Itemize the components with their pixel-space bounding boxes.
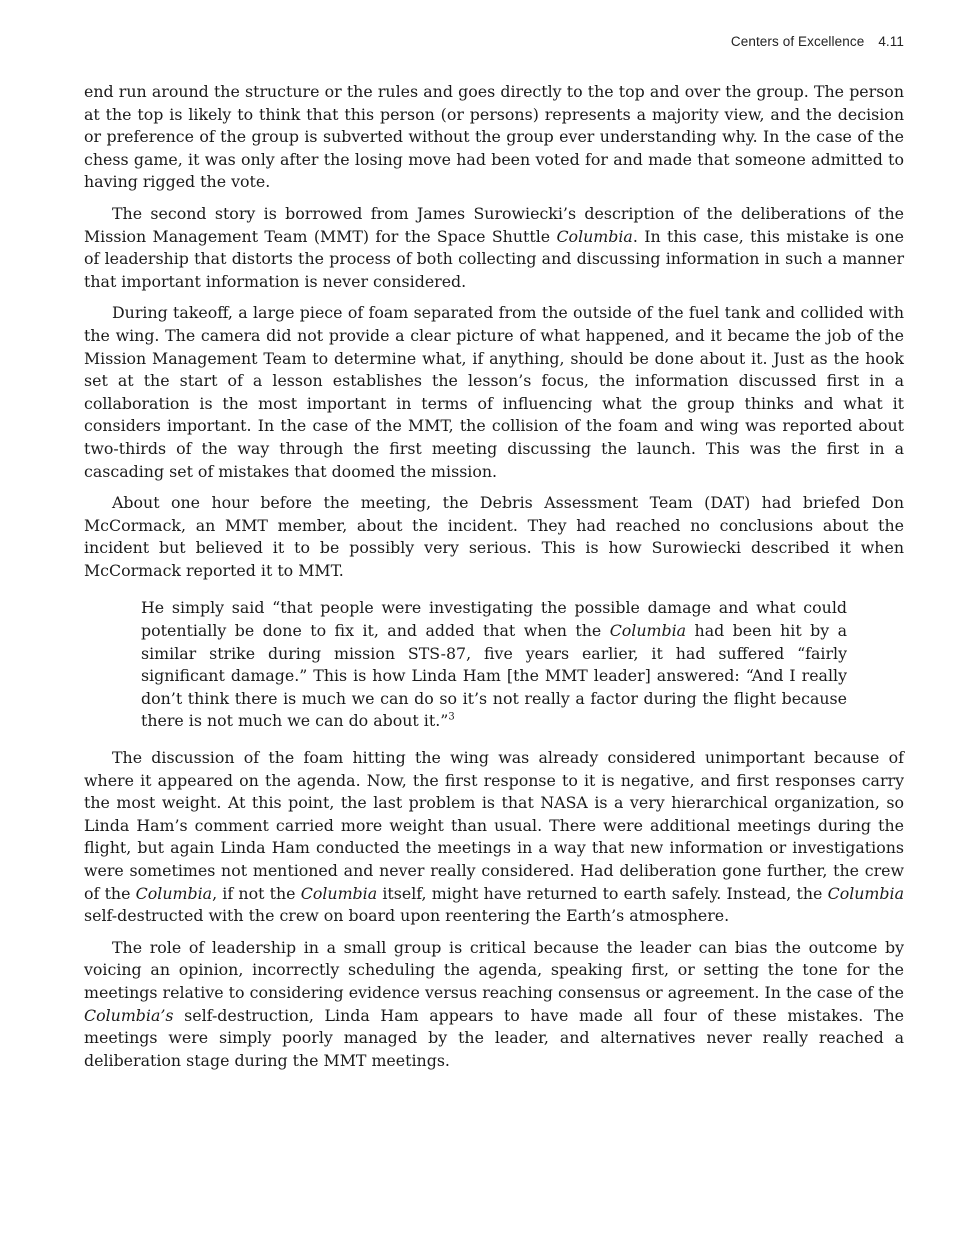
- quote-text: He simply said “that people were investigating the possible damage and what could potentially be done to fix it, and added that when the: [141, 598, 847, 641]
- italic-title: Columbia: [556, 226, 633, 246]
- page-number: 4.11: [878, 34, 904, 49]
- italic-title: Columbia: [135, 883, 213, 903]
- italic-title: Columbia: [827, 883, 904, 903]
- paragraph-text: self-destruction, Linda Ham appears to have made all four of these mistakes. The meetings were simply poorly managed by the leader, and alternatives never really reached a deliberation stage during the MMT meetings.: [84, 1005, 904, 1070]
- paragraph-text: The discussion of the foam hitting the wing was already considered unimportant because of where it appeared on the agenda. Now, the first response to it is negative, and first responses carry the most weight. At this point, the last problem is that NASA is a very hierarchical organization, so Linda Ham’s comment carried more weight than usual. There were additional meetings during the flight, but again Linda Ham conducted the meetings in a way that new information or investigations were sometimes not mentioned and never really considered. Had deliberation gone further, the crew of the: [84, 748, 904, 903]
- paragraph-takeoff: [84, 302, 904, 483]
- paragraph-text: The second story is borrowed from James Surowiecki’s description of the deliberations of the Mission Management Team (MMT) for the Space Shuttle: [84, 203, 904, 246]
- paragraph-second-story: [84, 203, 904, 293]
- paragraph-text: The role of leadership in a small group is critical because the leader can bias the outcome by voicing an opinion, incorrectly scheduling the agenda, speaking first, or setting the tone for the meetings relative to considering evidence versus reaching consensus or agreement. In the case of the: [84, 937, 904, 1002]
- paragraph-text: About one hour before the meeting, the Debris Assessment Team (DAT) had briefed Don McCormack, an MMT member, about the incident. They had reached no conclusions about the incident but believed it to be possibly very serious. This is how Surowiecki described it when McCormack reported it to MMT.: [84, 493, 904, 580]
- italic-title: Columbia: [609, 621, 687, 641]
- section-title: Centers of Excellence: [730, 34, 865, 49]
- quote-text: had been hit by a similar strike during mission STS-87, five years earlier, it had suffered “fairly significant damage.” This is how Linda Ham [the MMT leader] answered: “And I really don’t think there is much we can do so it’s not really a factor during the flight because there is not much we can do about it.”: [141, 621, 848, 731]
- paragraph-text: self-destructed with the crew on board upon reentering the Earth’s atmosphere.: [84, 906, 730, 926]
- paragraph-leadership-role: [84, 937, 904, 1073]
- paragraph-text: , if not the: [212, 883, 301, 903]
- italic-title: Columbia: [300, 883, 378, 903]
- paragraph-text: end run around the structure or the rules and goes directly to the top and over the group. The person at the top is likely to think that this person (or persons) represents a majority view, and the decision or preference of the group is subverted without the group ever understanding why. In the case of the chess game, it was only after the losing move had been voted for and made that someone admitted to having rigged the vote.: [84, 82, 904, 192]
- block-quote: [141, 597, 847, 733]
- paragraph-text: itself, might have returned to earth safely. Instead, the: [377, 883, 828, 903]
- paragraph-text: During takeoff, a large piece of foam separated from the outside of the fuel tank and collided with the wing. The camera did not provide a clear picture of what happened, and it became the job of the Mission Management Team to determine what, if anything, should be done about it. Just as the hook set at the start of a lesson establishes the lesson’s focus, the information discussed first in a collaboration is the most important in terms of influencing what the group thinks and what it considers important. In the case of the MMT, the collision of the foam and wing was reported about two-thirds of the way through the first meeting discussing the launch. This was the first in a cascading set of mistakes that doomed the mission.: [84, 303, 904, 481]
- paragraph-dat-briefing: [84, 492, 904, 582]
- footnote-marker: 3: [448, 712, 455, 724]
- body-text: [84, 81, 904, 1081]
- paragraph-foam-discussion: [84, 747, 904, 928]
- running-header: [731, 34, 904, 49]
- paragraph-text: . In this case, this mistake is one of leadership that distorts the process of both collecting and discussing information in such a manner that important information is never considered.: [84, 226, 904, 291]
- italic-title: Columbia’s: [84, 1005, 174, 1025]
- paragraph-continued: [84, 81, 904, 194]
- quote-paragraph: [141, 597, 847, 733]
